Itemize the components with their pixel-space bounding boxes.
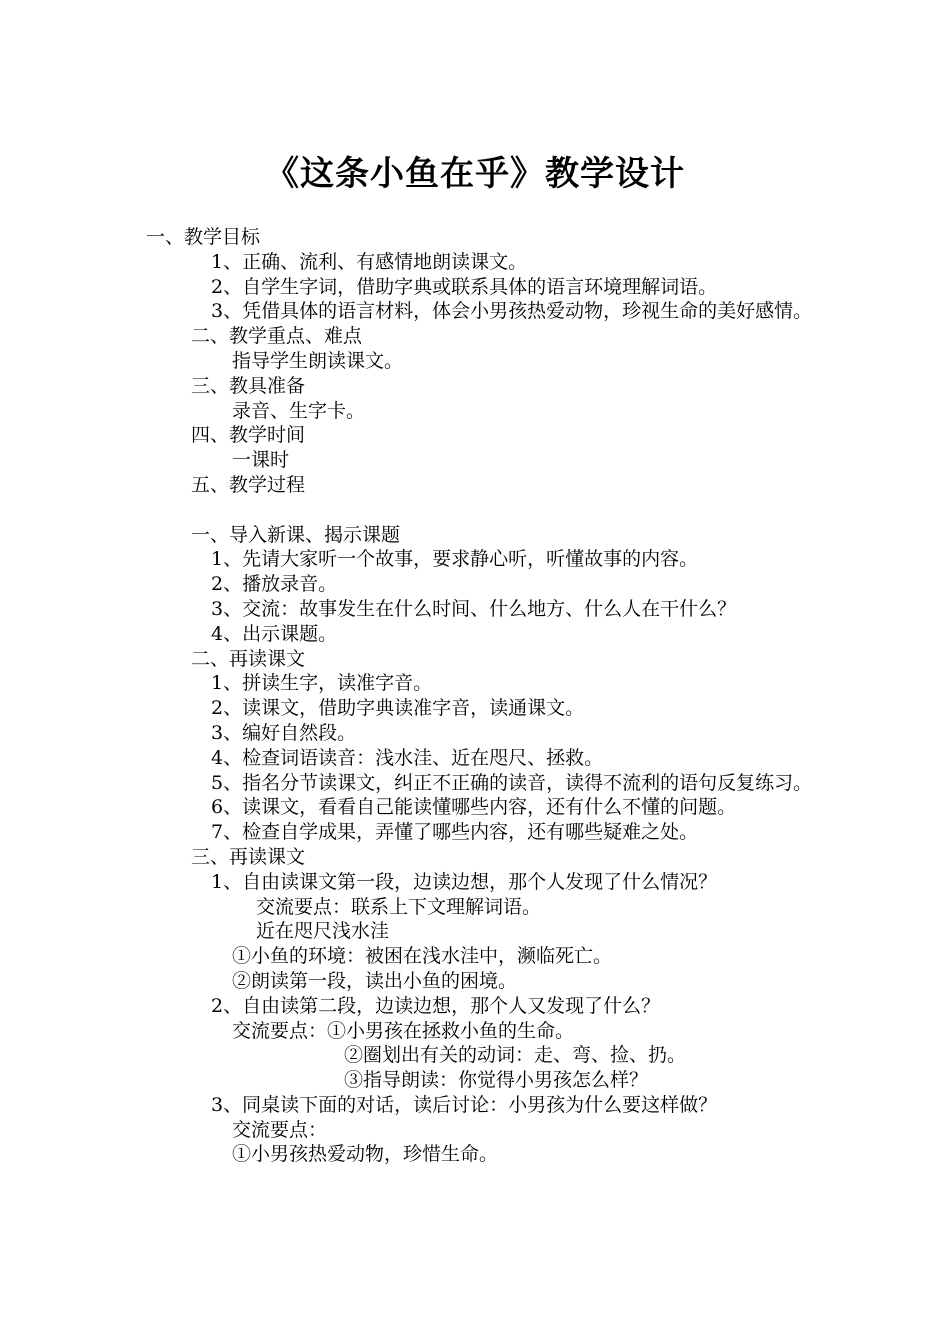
sub-item: ②圈划出有关的动词：走、弯、捡、扔。 [344,1044,687,1067]
step-item: 5、指名分节读课文，纠正不正确的读音，读得不流利的语句反复练习。 [211,771,813,794]
step-item: 4、检查词语读音：浅水洼、近在咫尺、拯救。 [211,746,604,769]
time-text: 一课时 [232,449,290,472]
blank-line [146,498,816,523]
step-item: 2、自由读第二段，边读边想，那个人又发现了什么？ [211,994,661,1017]
document-body [146,225,816,1167]
sub-item: ③指导朗读：你觉得小男孩怎么样？ [344,1069,649,1092]
step-item: 3、编好自然段。 [211,721,357,744]
step-item: 4、出示课题。 [211,622,338,645]
discussion-point: 交流要点：①小男孩在拯救小鱼的生命。 [232,1019,575,1042]
process-heading: 五、教学过程 [191,473,306,496]
key-points-heading: 二、教学重点、难点 [191,325,363,348]
step-item: 3、同桌读下面的对话，读后讨论：小男孩为什么要这样做？ [211,1093,718,1116]
time-heading: 四、教学时间 [191,424,306,447]
tools-text: 录音、生字卡。 [232,399,366,422]
step-item: 2、读课文，借助字典读准字音，读通课文。 [211,697,585,720]
step-item: 1、自由读课文第一段，边读边想，那个人发现了什么情况？ [211,870,718,893]
tools-heading: 三、教具准备 [191,374,306,397]
step-item: 7、检查自学成果，弄懂了哪些内容，还有哪些疑难之处。 [211,821,699,844]
goals-heading: 一、教学目标 [146,226,261,248]
step-item: 1、拼读生字，读准字音。 [211,672,433,695]
key-points-text: 指导学生朗读课文。 [232,349,404,372]
sub-item: ①小男孩热爱动物，珍惜生命。 [232,1143,499,1166]
step-item: 3、交流：故事发生在什么时间、什么地方、什么人在干什么？ [211,597,737,620]
vocabulary-words: 近在咫尺浅水洼 [256,920,390,943]
step-heading: 一、导入新课、揭示课题 [191,523,401,546]
discussion-point: 交流要点： [232,1118,328,1141]
sub-item: ②朗读第一段，读出小鱼的困境。 [232,969,518,992]
goal-item: 1、正确、流利、有感情地朗读课文。 [211,250,528,273]
step-heading: 三、再读课文 [191,845,306,868]
step-heading: 二、再读课文 [191,647,306,670]
sub-item: ①小鱼的环境：被困在浅水洼中，濒临死亡。 [232,945,613,968]
discussion-point: 交流要点：联系上下文理解词语。 [256,895,542,918]
step-item: 6、读课文，看看自己能读懂哪些内容，还有什么不懂的问题。 [211,796,737,819]
step-item: 2、播放录音。 [211,573,338,596]
document-title: 《这条小鱼在乎》教学设计 [265,154,685,194]
goal-item: 3、凭借具体的语言材料，体会小男孩热爱动物，珍视生命的美好感情。 [211,300,813,323]
goal-item: 2、自学生字词，借助字典或联系具体的语言环境理解词语。 [211,275,718,298]
step-item: 1、先请大家听一个故事，要求静心听，听懂故事的内容。 [211,548,699,571]
